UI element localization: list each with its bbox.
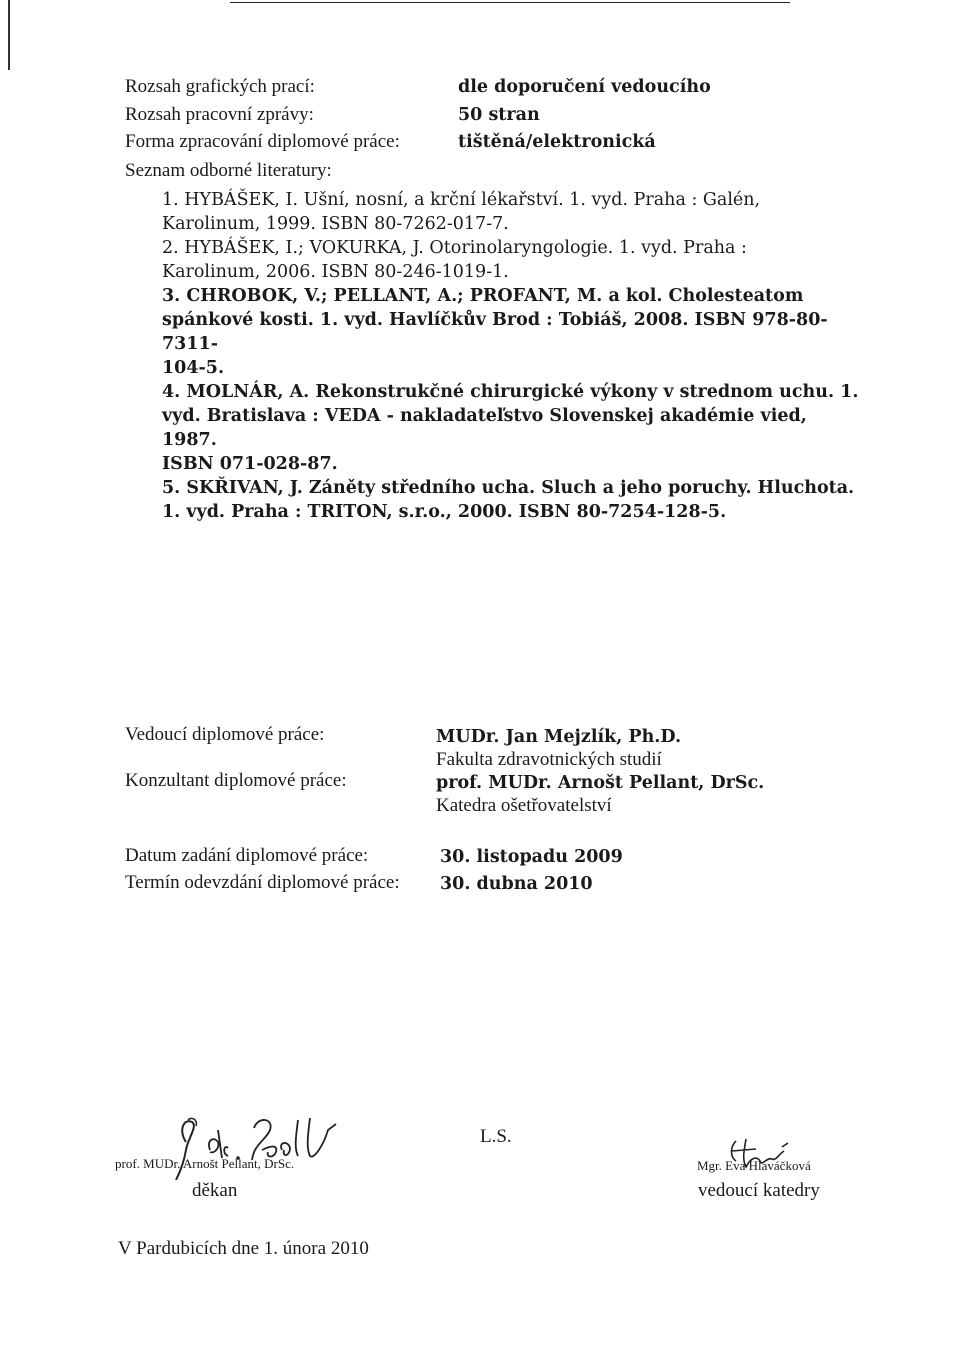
reference-4-line-2: vyd. Bratislava : VEDA - nakladateľstvo Slovenskej akadémie vied, 1987.: [162, 406, 807, 450]
reference-3-line-3: 104-5.: [162, 358, 225, 378]
reference-list: [162, 188, 862, 524]
department-head-title: vedoucí katedry: [698, 1180, 820, 1201]
graphics-scope-label: Rozsah grafických prací:: [125, 76, 315, 97]
reference-3-line-2: spánkové kosti. 1. vyd. Havlíčkův Brod : Tobiáš, 2008. ISBN 978-80-7311-: [162, 310, 828, 354]
consultant-name: prof. MUDr. Arnošt Pellant, DrSc.: [436, 773, 765, 793]
department-head-name: Mgr. Eva Hlaváčková: [697, 1158, 811, 1173]
literature-label: Seznam odborné literatury:: [125, 160, 332, 181]
submission-date-label: Termín odevzdání diplomové práce:: [125, 872, 400, 893]
scan-edge-line: [230, 2, 790, 3]
supervisor-label: Vedoucí diplomové práce:: [125, 724, 325, 745]
report-scope-label: Rozsah pracovní zprávy:: [125, 104, 314, 125]
reference-3-line-1: 3. CHROBOK, V.; PELLANT, A.; PROFANT, M. a kol. Cholesteatom: [162, 286, 804, 306]
seal-mark: L.S.: [480, 1126, 512, 1147]
reference-2-line-2: Karolinum, 2006. ISBN 80-246-1019-1.: [162, 262, 509, 282]
graphics-scope-value: dle doporučení vedoucího: [458, 77, 711, 97]
reference-5-line-1: 5. SKŘIVAN, J. Záněty středního ucha. Sluch a jeho poruchy. Hluchota.: [162, 478, 855, 498]
thesis-form-value: tištěná/elektronická: [458, 132, 656, 152]
supervisor-department: Fakulta zdravotnických studií: [436, 749, 662, 770]
assignment-date-label: Datum zadání diplomové práce:: [125, 845, 369, 866]
consultant-department: Katedra ošetřovatelství: [436, 795, 612, 816]
reference-1-line-2: Karolinum, 1999. ISBN 80-7262-017-7.: [162, 214, 509, 234]
consultant-label: Konzultant diplomové práce:: [125, 770, 347, 791]
supervisor-name: MUDr. Jan Mejzlík, Ph.D.: [436, 727, 682, 747]
thesis-form-label: Forma zpracování diplomové práce:: [125, 131, 400, 152]
report-scope-value: 50 stran: [458, 105, 540, 125]
scan-left-edge: [8, 0, 10, 70]
dean-title: děkan: [192, 1180, 238, 1201]
reference-5-line-2: 1. vyd. Praha : TRITON, s.r.o., 2000. ISBN 80-7254-128-5.: [162, 502, 727, 522]
submission-date-value: 30. dubna 2010: [440, 874, 593, 894]
reference-1-line-1: 1. HYBÁŠEK, I. Ušní, nosní, a krční lékařství. 1. vyd. Praha : Galén,: [162, 190, 761, 210]
reference-4-line-3: ISBN 071-028-87.: [162, 454, 338, 474]
assignment-date-value: 30. listopadu 2009: [440, 847, 623, 867]
reference-4-line-1: 4. MOLNÁR, A. Rekonstrukčné chirurgické výkony v strednom uchu. 1.: [162, 382, 859, 402]
dean-name: prof. MUDr. Arnošt Pellant, DrSc.: [115, 1156, 295, 1171]
place-and-date: V Pardubicích dne 1. února 2010: [118, 1238, 369, 1259]
reference-2-line-1: 2. HYBÁŠEK, I.; VOKURKA, J. Otorinolaryngologie. 1. vyd. Praha :: [162, 238, 747, 258]
